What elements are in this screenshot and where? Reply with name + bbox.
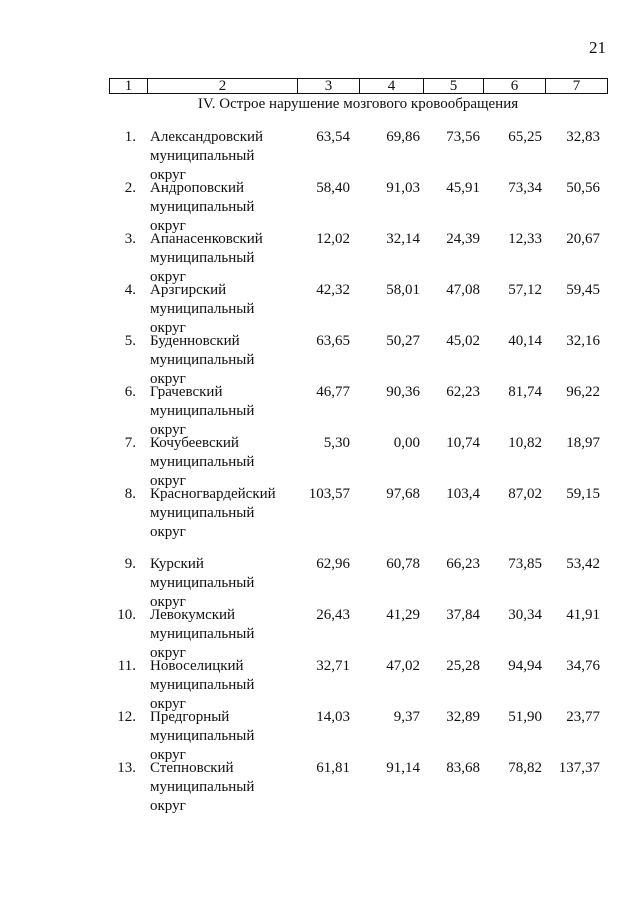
table-row [0, 179, 640, 234]
district-name: Степновский муниципальный округ [150, 760, 255, 814]
value-cell-col-4: 58,01 [386, 282, 420, 298]
value-cell-col-4: 90,36 [386, 384, 420, 400]
value-cell-col-6: 51,90 [508, 709, 542, 725]
value-cell-col-5: 83,68 [446, 760, 480, 776]
column-header-4: 4 [360, 79, 424, 94]
section-title: IV. Острое нарушение мозгового кровообращения [197, 96, 519, 112]
value-cell-col-7: 59,45 [566, 282, 600, 298]
row-number: 8. [124, 486, 136, 502]
column-header-3: 3 [298, 79, 360, 94]
page-number: 21 [589, 38, 606, 57]
district-name: Арзгирский муниципальный округ [150, 282, 255, 336]
value-cell-col-5: 24,39 [446, 231, 480, 247]
value-cell-col-5: 25,28 [446, 658, 480, 674]
value-cell-col-6: 73,85 [508, 556, 542, 572]
value-cell-col-4: 60,78 [386, 556, 420, 572]
table-row [0, 332, 640, 387]
district-name: Новоселицкий муниципальный округ [150, 658, 255, 712]
row-number: 1. [124, 129, 136, 145]
value-cell-col-4: 0,00 [393, 435, 420, 451]
table-row [0, 606, 640, 661]
table-row [0, 383, 640, 438]
row-number: 13. [117, 760, 136, 776]
value-cell-col-7: 23,77 [566, 709, 600, 725]
value-cell-col-3: 26,43 [316, 607, 350, 623]
value-cell-col-7: 20,67 [566, 231, 600, 247]
table-row [0, 555, 640, 610]
row-number: 4. [124, 282, 136, 298]
table-row [0, 759, 640, 814]
value-cell-col-5: 10,74 [446, 435, 480, 451]
value-cell-col-4: 91,14 [386, 760, 420, 776]
table-row [0, 434, 640, 489]
row-number: 5. [124, 333, 136, 349]
value-cell-col-7: 32,16 [566, 333, 600, 349]
value-cell-col-4: 47,02 [386, 658, 420, 674]
value-cell-col-4: 50,27 [386, 333, 420, 349]
row-number: 9. [124, 556, 136, 572]
district-name: Апанасенковский муниципальный округ [150, 231, 263, 285]
row-number: 11. [117, 658, 136, 674]
value-cell-col-3: 32,71 [316, 658, 350, 674]
value-cell-col-7: 41,91 [566, 607, 600, 623]
value-cell-col-5: 37,84 [446, 607, 480, 623]
district-name: Левокумский муниципальный округ [150, 607, 255, 661]
table-row [0, 708, 640, 763]
value-cell-col-4: 9,37 [393, 709, 420, 725]
value-cell-col-3: 63,54 [316, 129, 350, 145]
value-cell-col-6: 30,34 [508, 607, 542, 623]
value-cell-col-7: 34,76 [566, 658, 600, 674]
row-number: 6. [124, 384, 136, 400]
value-cell-col-4: 97,68 [386, 486, 420, 502]
row-number: 10. [117, 607, 136, 623]
table-row [0, 281, 640, 336]
district-name: Красногвардейский муниципальный округ [150, 486, 276, 540]
value-cell-col-6: 10,82 [508, 435, 542, 451]
value-cell-col-6: 94,94 [508, 658, 542, 674]
value-cell-col-5: 45,02 [446, 333, 480, 349]
table-row [0, 230, 640, 285]
column-header-table [109, 78, 608, 94]
value-cell-col-7: 18,97 [566, 435, 600, 451]
value-cell-col-5: 47,08 [446, 282, 480, 298]
district-name: Буденновский муниципальный округ [150, 333, 255, 387]
value-cell-col-6: 57,12 [508, 282, 542, 298]
value-cell-col-3: 62,96 [316, 556, 350, 572]
value-cell-col-6: 65,25 [508, 129, 542, 145]
column-header-6: 6 [484, 79, 546, 94]
value-cell-col-7: 137,37 [558, 760, 600, 776]
value-cell-col-5: 32,89 [446, 709, 480, 725]
value-cell-col-7: 32,83 [566, 129, 600, 145]
value-cell-col-5: 73,56 [446, 129, 480, 145]
value-cell-col-5: 66,23 [446, 556, 480, 572]
value-cell-col-7: 50,56 [566, 180, 600, 196]
value-cell-col-3: 5,30 [323, 435, 350, 451]
value-cell-col-6: 81,74 [508, 384, 542, 400]
column-header-2: 2 [148, 79, 298, 94]
value-cell-col-4: 69,86 [386, 129, 420, 145]
value-cell-col-6: 78,82 [508, 760, 542, 776]
column-header-7: 7 [546, 79, 608, 94]
value-cell-col-3: 14,03 [316, 709, 350, 725]
district-name: Андроповский муниципальный округ [150, 180, 255, 234]
row-number: 2. [124, 180, 136, 196]
column-header-row [110, 79, 608, 94]
value-cell-col-3: 46,77 [316, 384, 350, 400]
district-name: Предгорный муниципальный округ [150, 709, 255, 763]
value-cell-col-6: 73,34 [508, 180, 542, 196]
district-name: Кочубеевский муниципальный округ [150, 435, 255, 489]
row-number: 12. [117, 709, 136, 725]
value-cell-col-5: 62,23 [446, 384, 480, 400]
table-row [0, 485, 640, 555]
value-cell-col-6: 12,33 [508, 231, 542, 247]
column-header-5: 5 [424, 79, 484, 94]
value-cell-col-3: 12,02 [316, 231, 350, 247]
table-row [0, 657, 640, 712]
district-name: Грачевский муниципальный округ [150, 384, 255, 438]
data-rows [0, 128, 640, 814]
column-header-1: 1 [110, 79, 148, 94]
district-name: Александровский муниципальный округ [150, 129, 264, 183]
value-cell-col-7: 59,15 [566, 486, 600, 502]
value-cell-col-3: 61,81 [316, 760, 350, 776]
district-name: Курский муниципальный округ [150, 556, 255, 610]
value-cell-col-3: 63,65 [316, 333, 350, 349]
value-cell-col-6: 87,02 [508, 486, 542, 502]
value-cell-col-4: 91,03 [386, 180, 420, 196]
value-cell-col-4: 32,14 [386, 231, 420, 247]
value-cell-col-5: 45,91 [446, 180, 480, 196]
value-cell-col-7: 53,42 [566, 556, 600, 572]
value-cell-col-7: 96,22 [566, 384, 600, 400]
table-row [0, 128, 640, 183]
row-number: 3. [124, 231, 136, 247]
value-cell-col-4: 41,29 [386, 607, 420, 623]
row-number: 7. [124, 435, 136, 451]
value-cell-col-6: 40,14 [508, 333, 542, 349]
value-cell-col-5: 103,4 [446, 486, 480, 502]
value-cell-col-3: 103,57 [308, 486, 350, 502]
value-cell-col-3: 42,32 [316, 282, 350, 298]
value-cell-col-3: 58,40 [316, 180, 350, 196]
